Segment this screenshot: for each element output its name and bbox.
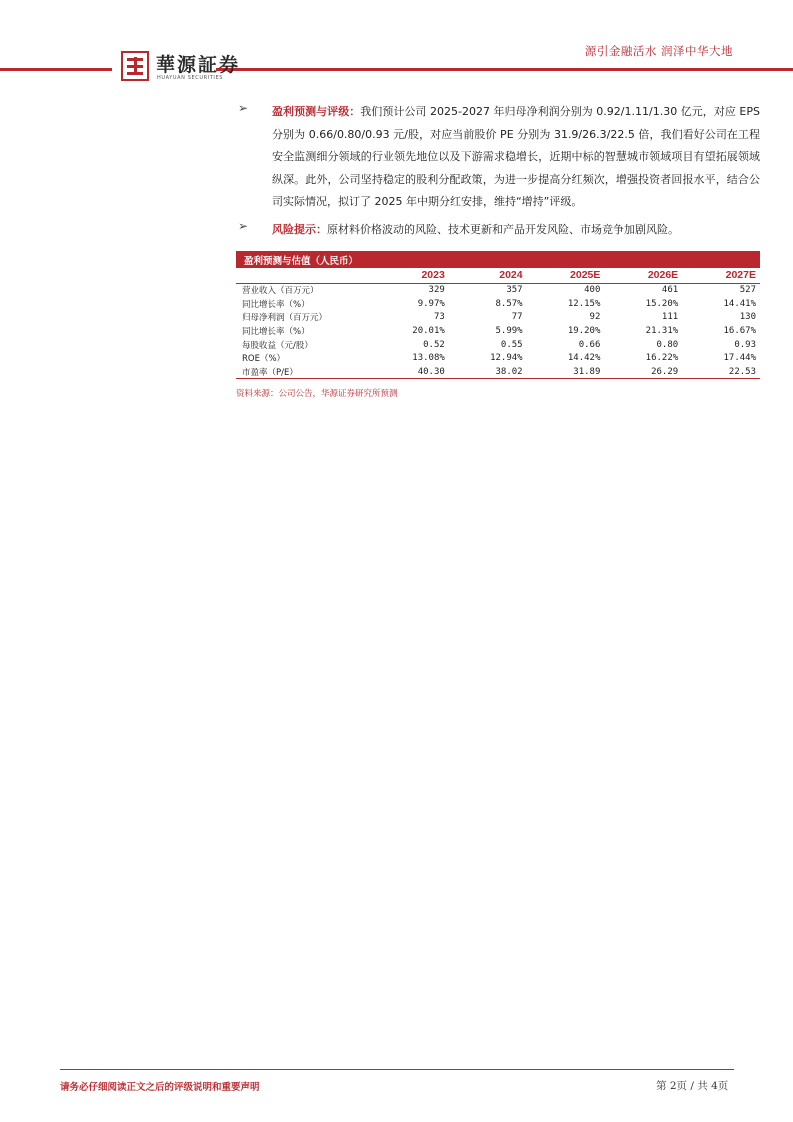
footer-disclaimer: 请务必仔细阅读正文之后的评级说明和重要声明 [60,1082,260,1093]
risk-paragraph [240,219,760,242]
table-cell: 0.55 [500,339,523,350]
header-rule-left [0,68,112,71]
table-cell: 14.41% [723,298,756,309]
year-header: 2027E [682,268,760,283]
table-title: 盈利预测与估值（人民币） [244,256,359,267]
table-cell: 5.99% [495,325,523,336]
forecast-text: 我们预计公司 2025-2027 年归母净利润分别为 0.92/1.11/1.30 亿元，对应 EPS 分别为 0.66/0.80/0.93 元/股，对应当前股价 PE 分别为 31.9/26.3/22.5 倍，我们看好公司在工程安全监测细分领域的行业领先地位以及下游需求稳增长，近期中标的智慧城市领域项目有望拓展领域纵深。此外，公司坚持稳定的股利分配政策，为进一步提高分红频次，增强投资者回报水平，结合公司实际情况，拟订了 2025 年中期分红安排，维持“增持”评级。 [272,105,760,208]
table-cell: 31.89 [527,365,605,379]
page-number: 第 2页 / 共 4页 [656,1080,729,1092]
table-cell: 26.29 [604,365,682,379]
row-label: 同比增长率（%） [242,299,310,310]
table-cell: 92 [589,312,601,323]
table-cell: 16.67% [723,325,756,336]
header-slogan: 源引金融活水 润泽中华大地 [584,44,733,58]
table-cell: 527 [739,285,756,296]
table-header-blank [236,268,371,283]
risk-section [240,219,760,242]
forecast-label: 盈利预测与评级： [272,105,361,118]
table-cell: 12.94% [490,353,523,364]
row-label: 同比增长率（%） [242,326,310,337]
huayuan-logo-icon [121,51,149,81]
table-cell: 0.52 [423,339,445,350]
table-cell: 77 [511,312,523,323]
table-cell: 0.80 [656,339,679,350]
brand-subtitle: HUAYUAN SECURITIES [157,75,224,81]
table-row [236,310,760,324]
table-source-note: 资料来源：公司公告，华源证券研究所预测 [236,389,398,399]
row-label: 归母净利润（百万元） [242,313,328,324]
risk-text: 原材料价格波动的风险、技术更新和产品开发风险、市场竞争加剧风险。 [327,223,679,236]
table-cell: 16.22% [645,353,679,364]
bullet-arrow-icon: ➢ [238,219,249,233]
year-header: 2024 [449,268,527,283]
table-cell: 14.42% [567,353,601,364]
table-cell: 17.44% [723,353,756,364]
table-cell: 15.20% [645,298,679,309]
table-cell: 19.20% [567,325,601,336]
table-cell: 111 [661,312,679,323]
table-cell: 38.02 [449,365,527,379]
table-row [236,324,760,338]
brand-name: 華源証券 [156,54,241,76]
year-header: 2025E [527,268,605,283]
table-header-row [236,268,760,283]
table-cell: 0.93 [734,339,756,350]
risk-label: 风险提示： [272,223,327,236]
forecast-table [236,268,760,379]
table-cell: 329 [428,285,445,296]
table-cell: 357 [506,285,523,296]
bullet-arrow-icon: ➢ [238,101,249,115]
table-cell: 40.30 [371,365,449,379]
table-row [236,365,760,379]
row-label: 营业收入（百万元） [242,286,319,297]
table-row [236,297,760,311]
row-label: ROE（%） [242,354,286,365]
table-row [236,351,760,365]
table-cell: 9.97% [417,298,445,309]
table-cell: 8.57% [495,298,523,309]
table-cell: 22.53 [682,365,760,379]
year-header: 2023 [371,268,449,283]
row-label: 市盈率（P/E） [236,365,371,379]
row-label: 每股收益（元/股） [242,340,313,351]
table-cell: 13.08% [412,353,445,364]
table-cell: 20.01% [412,325,445,336]
table-row [236,283,760,297]
year-header: 2026E [604,268,682,283]
table-cell: 461 [661,285,679,296]
table-cell: 130 [739,312,756,323]
footer-rule [60,1069,734,1070]
table-cell: 21.31% [645,325,679,336]
forecast-section [240,101,760,214]
forecast-paragraph [240,101,760,214]
table-cell: 73 [433,312,445,323]
header-rule-right [216,68,793,71]
table-cell: 400 [584,285,601,296]
table-cell: 12.15% [567,298,601,309]
table-row [236,338,760,352]
table-cell: 0.66 [578,339,601,350]
